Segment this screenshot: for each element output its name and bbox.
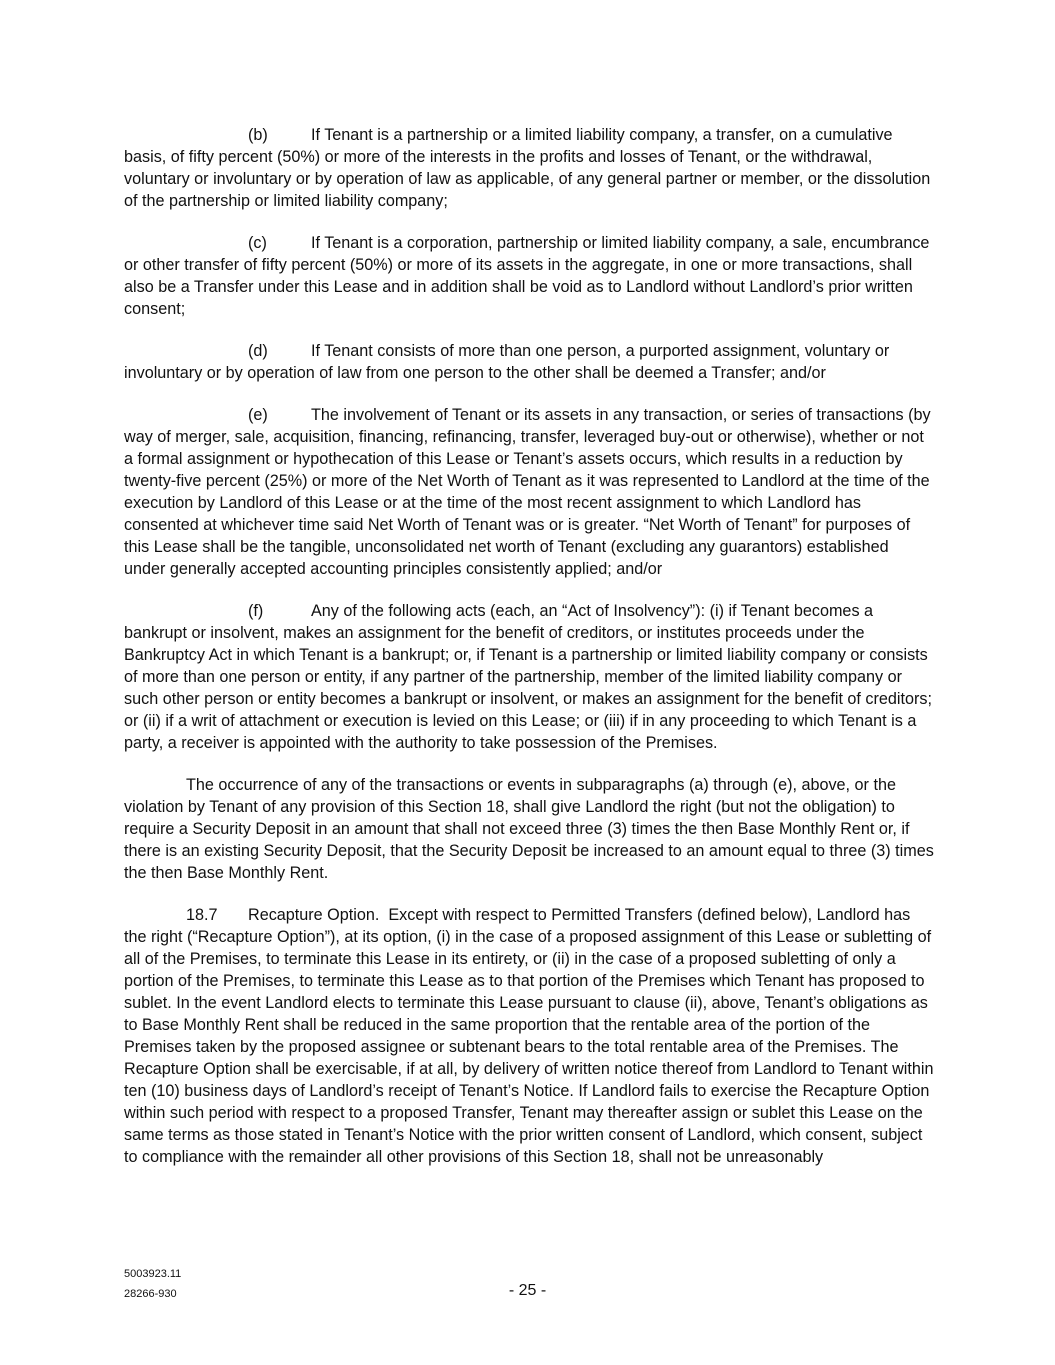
paragraph-f	[124, 600, 934, 754]
paragraph-text: If Tenant is a corporation, partnership or limited liability company, a sale, encumbrance or other transfer of fifty percent (50%) or more of its assets in the aggregate, in one or more transactions, shall also be a Transfer under this Lease and in addition shall be void as to Landlord without Landlord’s prior written consent;	[124, 234, 930, 318]
paragraph-label: (f)	[248, 602, 264, 620]
document-id: 5003923.11	[124, 1268, 182, 1280]
paragraph-text: The occurrence of any of the transactions or events in subparagraphs (a) through (e), above, or the violation by Tenant of any provision of this Section 18, shall give Landlord the right (but not the obligation) to require a Security Deposit in an amount that shall not exceed three (3) times the then Base Monthly Rent or, if there is an existing Security Deposit, that the Security Deposit be increased to an amount equal to three (3) times the then Base Monthly Rent.	[124, 776, 934, 882]
paragraph-text: Any of the following acts (each, an “Act of Insolvency”): (i) if Tenant becomes a bankrupt or insolvent, makes an assignment for the benefit of creditors, or institutes proceeds under the Bankruptcy Act in which Tenant is a bankrupt; or, if Tenant is a partnership or limited liability company or consists of more than one person or entity, if any partner of the partnership, member of the limited liability company or such other person or entity becomes a bankrupt or insolvent, or makes an assignment for the benefit of creditors; or (ii) if a writ of attachment or execution is levied on this Lease; or (iii) if in any proceeding to which Tenant is a party, a receiver is appointed with the authority to take possession of the Premises.	[124, 602, 932, 752]
document-body	[124, 124, 934, 1188]
paragraph-label: (e)	[248, 406, 268, 424]
paragraph-label: (c)	[248, 234, 267, 252]
paragraph-label: (d)	[248, 342, 268, 360]
paragraph-text: If Tenant is a partnership or a limited liability company, a transfer, on a cumulative basis, of fifty percent (50%) or more of the interests in the profits and losses of Tenant, or the withdrawal, voluntary or involuntary or by operation of law as applicable, of any general partner or member, or the dissolution of the partnership or limited liability company;	[124, 126, 931, 210]
paragraph-text: If Tenant consists of more than one person, a purported assignment, voluntary or involuntary or by operation of law from one person to the other shall be deemed a Transfer; and/or	[124, 342, 890, 382]
paragraph-e	[124, 404, 934, 580]
section-text: Except with respect to Permitted Transfers (defined below), Landlord has the right (“Recapture Option”), at its option, (i) in the case of a proposed assignment of this Lease or subletting of all of the Premises, to terminate this Lease in its entirety, or (ii) in the case of a proposed subletting of only a portion of the Premises, to terminate this Lease as to that portion of the Premises which Tenant has proposed to sublet. In the event Landlord elects to terminate this Lease pursuant to clause (ii), above, Tenant’s obligations as to Base Monthly Rent shall be reduced in the same proportion that the rentable area of the portion of the Premises taken by the proposed assignee or subtenant bears to the total rentable area of the Premises. The Recapture Option shall be exercisable, if at all, by delivery of written notice thereof from Landlord to Tenant within ten (10) business days of Landlord’s receipt of Tenant’s Notice. If Landlord fails to exercise the Recapture Option within such period with respect to a proposed Transfer, Tenant may thereafter assign or sublet this Lease on the same terms as those stated in Tenant’s Notice with the prior written consent of Landlord, which consent, subject to compliance with the remainder all other provisions of this Section 18, shall not be unreasonably	[124, 906, 934, 1166]
section-number: 18.7	[186, 906, 218, 924]
section-title: Recapture Option.	[248, 906, 380, 924]
paragraph-label: (b)	[248, 126, 268, 144]
section-18-7	[124, 904, 934, 1168]
paragraph-text: The involvement of Tenant or its assets in any transaction, or series of transactions (by way of merger, sale, acquisition, financing, refinancing, transfer, leveraged buy-out or otherwise), whether or not a formal assignment or hypothecation of this Lease or Tenant’s assets occurs, which results in a reduction by twenty-five percent (25%) or more of the Net Worth of Tenant as it was represented to Landlord at the time of the execution by Landlord of this Lease or at the time of the most recent assignment to which Landlord has consented at whichever time said Net Worth of Tenant was or is greater. “Net Worth of Tenant” for purposes of this Lease shall be the tangible, unconsolidated net worth of Tenant (excluding any guarantors) established under generally accepted accounting principles consistently applied; and/or	[124, 406, 931, 578]
occurrence-paragraph	[124, 774, 934, 884]
matter-id: 28266-930	[124, 1288, 177, 1300]
page-number: - 25 -	[508, 1282, 547, 1299]
paragraph-d	[124, 340, 934, 384]
paragraph-b	[124, 124, 934, 212]
paragraph-c	[124, 232, 934, 320]
